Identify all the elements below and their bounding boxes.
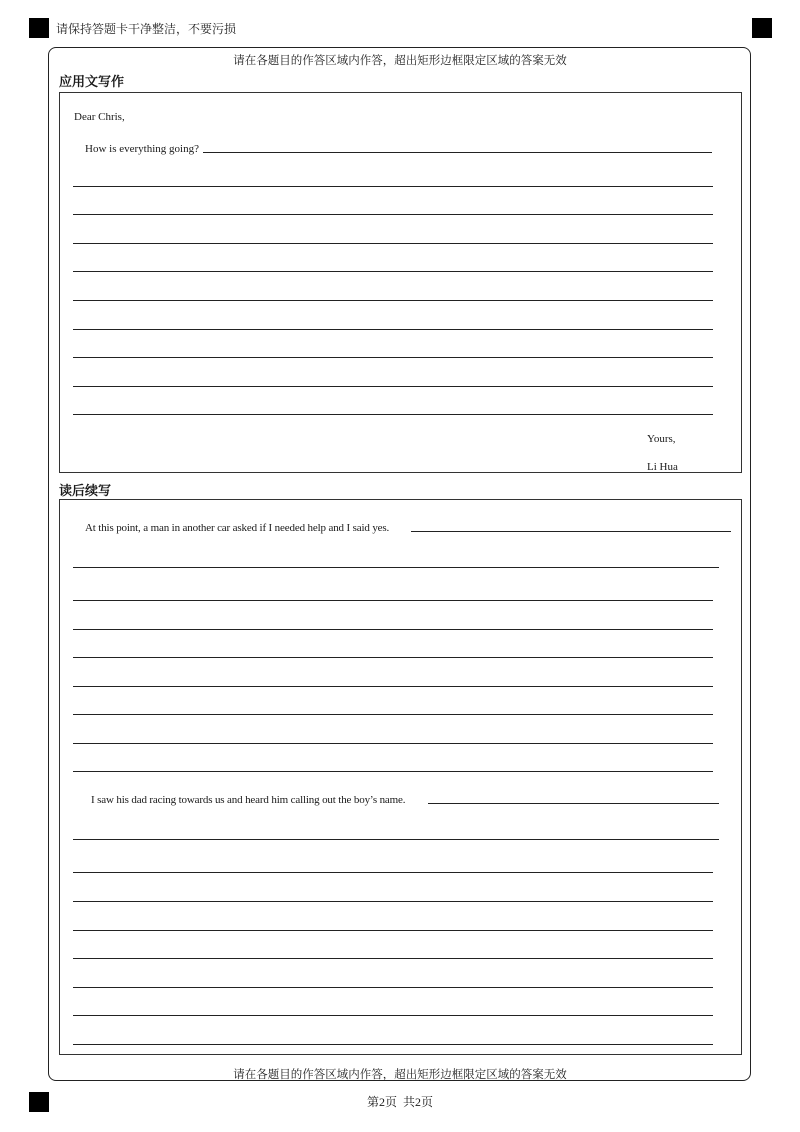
writing-line[interactable]: [73, 1044, 713, 1045]
writing-line[interactable]: [73, 839, 719, 840]
boundary-warning-top: 请在各题目的作答区域内作答，超出矩形边框限定区域的答案无效: [233, 53, 567, 67]
letter-opening-line: How is everything going?: [85, 143, 199, 155]
writing-line[interactable]: [73, 930, 713, 931]
paragraph2-opening: I saw his dad racing towards us and heard him calling out the boy’s name.: [91, 794, 406, 806]
writing-line[interactable]: [411, 531, 731, 532]
writing-line[interactable]: [73, 300, 713, 301]
section-title-continuation-writing: 读后续写: [59, 484, 112, 499]
writing-line[interactable]: [73, 743, 713, 744]
writing-line[interactable]: [73, 657, 713, 658]
writing-line[interactable]: [73, 600, 713, 601]
registration-mark-top-left: [29, 18, 49, 38]
letter-closing: Yours,: [647, 433, 676, 445]
keep-clean-notice: 请保持答题卡干净整洁，不要污损: [56, 22, 237, 36]
writing-line[interactable]: [428, 803, 719, 804]
writing-line[interactable]: [73, 872, 713, 873]
page-total: 共2页: [403, 1095, 434, 1109]
writing-line[interactable]: [203, 152, 712, 153]
boundary-warning-bottom: 请在各题目的作答区域内作答，超出矩形边框限定区域的答案无效: [233, 1067, 567, 1081]
writing-line[interactable]: [73, 186, 713, 187]
section-title-applied-writing: 应用文写作: [59, 75, 125, 90]
writing-line[interactable]: [73, 771, 713, 772]
writing-line[interactable]: [73, 329, 713, 330]
letter-signature: Li Hua: [647, 461, 678, 473]
writing-line[interactable]: [73, 901, 713, 902]
writing-line[interactable]: [73, 567, 719, 568]
writing-line[interactable]: [73, 414, 713, 415]
continuation-writing-box: [59, 499, 742, 1055]
writing-line[interactable]: [73, 386, 713, 387]
writing-line[interactable]: [73, 714, 713, 715]
writing-line[interactable]: [73, 214, 713, 215]
page-footer: [0, 1093, 800, 1110]
writing-line[interactable]: [73, 357, 713, 358]
writing-line[interactable]: [73, 629, 713, 630]
paragraph1-opening: At this point, a man in another car asked if I needed help and I said yes.: [85, 522, 390, 534]
writing-line[interactable]: [73, 987, 713, 988]
registration-mark-top-right: [752, 18, 772, 38]
writing-line[interactable]: [73, 686, 713, 687]
writing-line[interactable]: [73, 958, 713, 959]
writing-line[interactable]: [73, 243, 713, 244]
writing-line[interactable]: [73, 271, 713, 272]
page-number: 第2页: [366, 1095, 397, 1109]
writing-line[interactable]: [73, 1015, 713, 1016]
letter-greeting: Dear Chris,: [74, 111, 125, 123]
